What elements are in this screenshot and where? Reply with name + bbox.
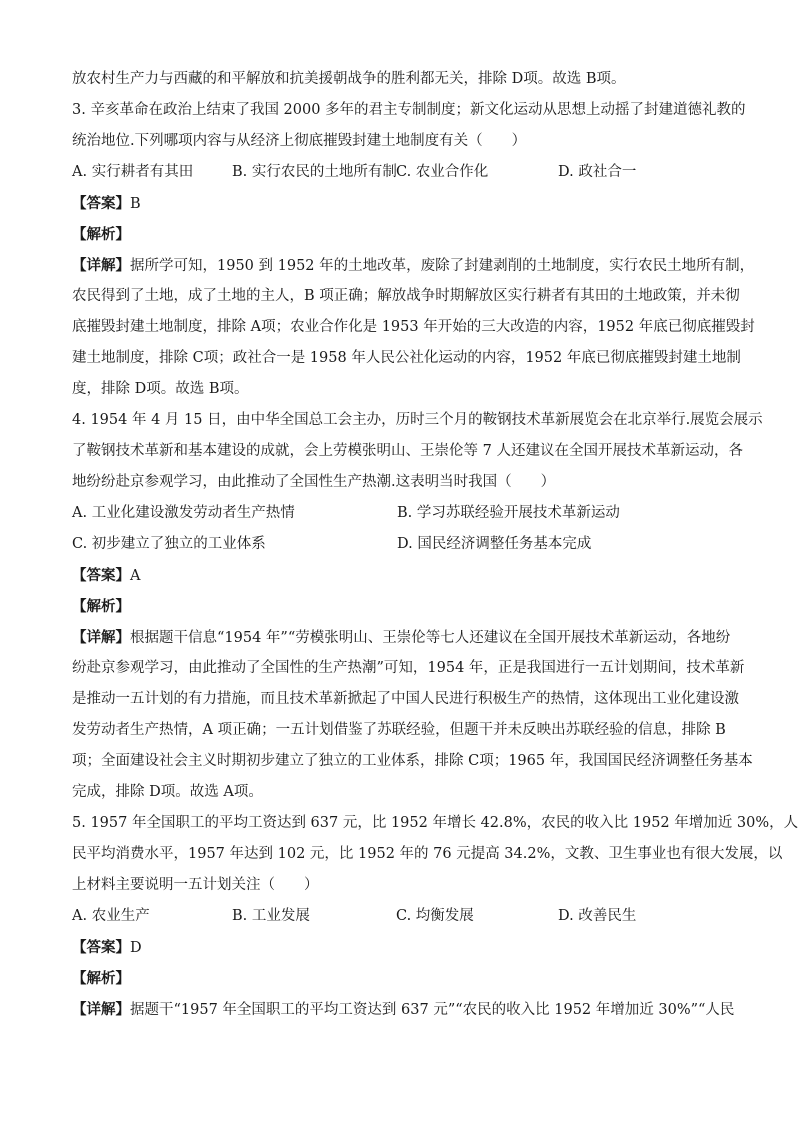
answer-value: D — [130, 940, 142, 956]
detail-label: 【详解】 — [72, 257, 130, 274]
detail-line: 纷赴京参观学习，由此推动了全国性的生产热潮”可知，1954 年，正是我国进行一五计划期间，技术革新 — [72, 660, 745, 676]
question-stem-line: 统治地位.下列哪项内容与从经济上彻底摧毁封建土地制度有关（ ） — [72, 133, 527, 149]
question-stem-line: 5. 1957 年全国职工的平均工资达到 637 元，比 1952 年增长 42.8%，农民的收入比 1952 年增加近 30%，人 — [72, 815, 798, 831]
detail-line: 底摧毁封建土地制度，排除 A项；农业合作化是 1953 年开始的三大改造的内容，1952 年底已彻底摧毁封 — [72, 319, 755, 335]
analysis-label: 【解析】 — [72, 598, 130, 615]
question-5 — [72, 808, 798, 1025]
detail-text: 据题干“1957 年全国职工的平均工资达到 637 元”“农民的收入比 1952 年增加近 30%”“人民 — [130, 1002, 735, 1018]
option-c: C. 初步建立了独立的工业体系 — [72, 536, 266, 552]
detail-line — [72, 250, 755, 281]
detail-line: 发劳动者生产热情，A 项正确；一五计划借鉴了苏联经验，但题干并未反映出苏联经验的信息，排除 B — [72, 722, 726, 738]
detail-line: 是推动一五计划的有力措施，而且技术革新掀起了中国人民进行积极生产的热情，这体现出工业化建设激 — [72, 691, 739, 707]
answer-line — [72, 560, 724, 591]
question-4 — [72, 405, 763, 808]
option-a: A. 工业化建设激发劳动者生产热情 — [72, 505, 295, 521]
options-row — [72, 498, 724, 529]
option-d: D. 改善民生 — [558, 908, 637, 924]
detail-line: 完成，排除 D项。故选 A项。 — [72, 784, 263, 800]
detail-label: 【详解】 — [72, 629, 130, 646]
option-c: C. 农业合作化 — [396, 164, 489, 180]
detail-line: 度，排除 D项。故选 B项。 — [72, 381, 249, 397]
answer-line — [72, 188, 724, 219]
answer-label: 【答案】 — [72, 567, 130, 584]
option-c: C. 均衡发展 — [396, 908, 474, 924]
question-stem-line: 上材料主要说明一五计划关注（ ） — [72, 877, 319, 893]
answer-label: 【答案】 — [72, 195, 130, 212]
detail-label: 【详解】 — [72, 1001, 130, 1018]
detail-line: 项；全面建设社会主义时期初步建立了独立的工业体系，排除 C项；1965 年，我国国民经济调整任务基本 — [72, 753, 753, 769]
option-a: A. 农业生产 — [72, 908, 150, 924]
analysis-line — [72, 963, 724, 994]
answer-label: 【答案】 — [72, 939, 130, 956]
option-d: D. 国民经济调整任务基本完成 — [397, 536, 592, 552]
question-stem-line: 3. 辛亥革命在政治上结束了我国 2000 多年的君主专制制度；新文化运动从思想上动摇了封建道德礼教的 — [72, 102, 746, 118]
detail-line — [72, 994, 735, 1025]
detail-text: 据所学可知，1950 到 1952 年的土地改革，废除了封建剥削的土地制度，实行农民土地所有制， — [130, 258, 755, 274]
options-row — [72, 529, 724, 560]
continuation-line: 放农村生产力与西藏的和平解放和抗美援朝战争的胜利都无关，排除 D项。故选 B项。 — [72, 71, 626, 87]
detail-line: 农民得到了土地，成了土地的主人，B 项正确；解放战争时期解放区实行耕者有其田的土地政策，并未彻 — [72, 288, 740, 304]
options-row — [72, 901, 724, 932]
option-b: B. 工业发展 — [232, 908, 310, 924]
question-stem-line: 地纷纷赴京参观学习，由此推动了全国性生产热潮.这表明当时我国（ ） — [72, 474, 556, 490]
options-row — [72, 157, 724, 188]
analysis-line — [72, 219, 724, 250]
detail-line — [72, 622, 731, 653]
option-b: B. 学习苏联经验开展技术革新运动 — [397, 505, 620, 521]
answer-value: A — [130, 568, 141, 584]
option-b: B. 实行农民的土地所有制 — [232, 164, 397, 180]
option-d: D. 政社合一 — [558, 164, 637, 180]
answer-value: B — [130, 196, 141, 212]
question-stem-line: 民平均消费水平，1957 年达到 102 元，比 1952 年的 76 元提高 34.2%，文教、卫生事业也有很大发展，以 — [72, 846, 783, 862]
document-page — [72, 64, 798, 1025]
option-a: A. 实行耕者有其田 — [72, 164, 194, 180]
detail-text: 根据题干信息“1954 年”“劳模张明山、王崇伦等七人还建议在全国开展技术革新运动，各地纷 — [130, 630, 731, 646]
answer-line — [72, 932, 724, 963]
question-stem-line: 了鞍钢技术革新和基本建设的成就，会上劳模张明山、王崇伦等 7 人还建议在全国开展技术革新运动，各 — [72, 443, 743, 459]
question-stem-line: 4. 1954 年 4 月 15 日，由中华全国总工会主办，历时三个月的鞍钢技术革新展览会在北京举行.展览会展示 — [72, 412, 763, 428]
analysis-line — [72, 591, 724, 622]
question-3 — [72, 95, 755, 405]
detail-line: 建土地制度，排除 C项；政社合一是 1958 年人民公社化运动的内容，1952 年底已彻底摧毁封建土地制 — [72, 350, 741, 366]
analysis-label: 【解析】 — [72, 226, 130, 243]
analysis-label: 【解析】 — [72, 970, 130, 987]
